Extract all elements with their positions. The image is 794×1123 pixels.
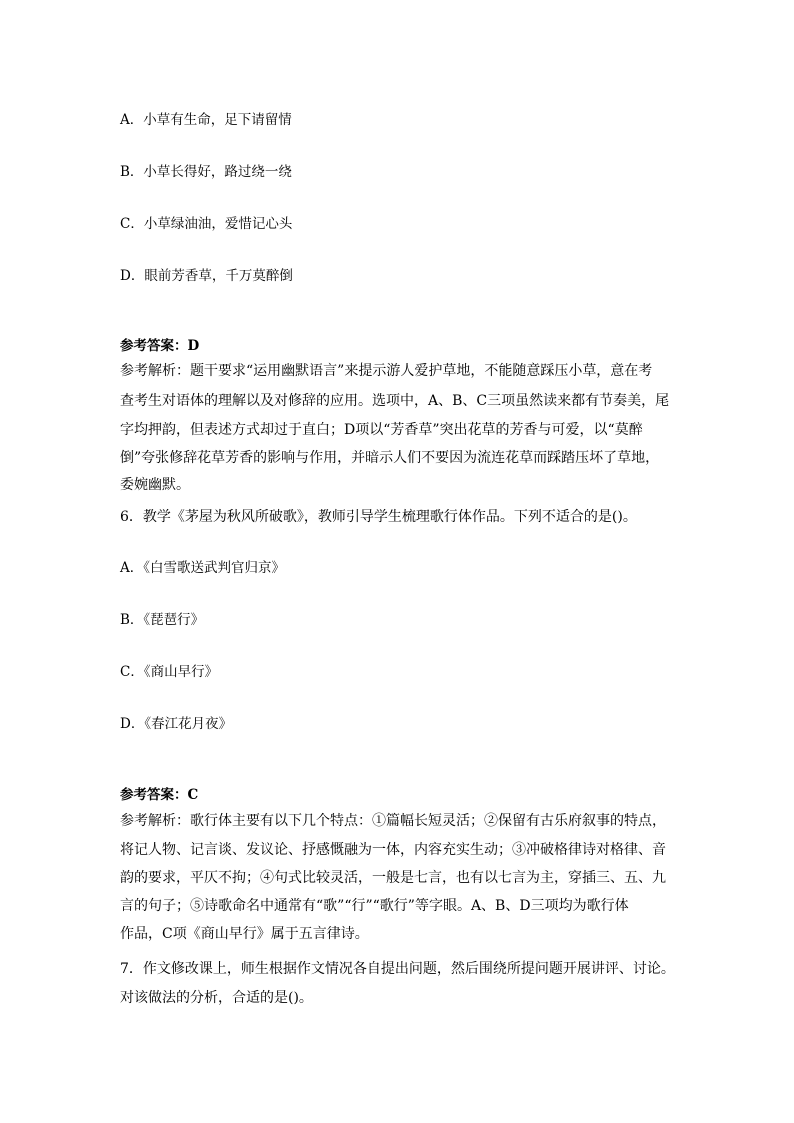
q6-analysis-line: 将记人物、记言谈、发议论、抒感慨融为一体，内容充实生动；③冲破格律诗对格律、音 — [120, 842, 666, 858]
q5-analysis-line: 委婉幽默。 — [120, 477, 190, 493]
q6-analysis-line: 韵的要求，平仄不拘；④句式比较灵活，一般是七言，也有以七言为主，穿插三、五、九 — [120, 870, 666, 886]
q6-answer: 参考答案：C — [120, 787, 199, 803]
q5-answer: 参考答案：D — [120, 338, 200, 354]
q5-analysis-line: 倒”夸张修辞花草芳香的影响与作用，并暗示人们不要因为流连花草而踩踏压坏了草地， — [120, 450, 660, 466]
q6-analysis-line: 参考解析：歌行体主要有以下几个特点：①篇幅长短灵活；②保留有古乐府叙事的特点， — [120, 813, 666, 829]
q5-option-c: C．小草绿油油，爱惜记心头 — [120, 216, 293, 232]
q6-option-b: B．《琵琶行》 — [120, 612, 205, 628]
q5-option-d: D．眼前芳香草，千万莫醉倒 — [120, 268, 293, 284]
q5-option-b: B．小草长得好，路过绕一绕 — [120, 164, 292, 180]
q7-stem-line: 对该做法的分析，合适的是()。 — [120, 990, 313, 1006]
q7-stem-line: 7．作文修改课上，师生根据作文情况各自提出问题，然后围绕所提问题开展讲评、讨论。 — [120, 961, 675, 977]
q6-analysis-line: 作品，C项《商山早行》属于五言律诗。 — [120, 926, 369, 942]
q6-option-d: D．《春江花月夜》 — [120, 716, 233, 732]
q5-analysis-line: 参考解析：题干要求“运用幽默语言”来提示游人爱护草地，不能随意踩压小草，意在考 — [120, 363, 653, 379]
q5-option-a: A．小草有生命，足下请留情 — [120, 112, 292, 128]
q6-stem: 6．教学《茅屋为秋风所破歌》，教师引导学生梳理歌行体作品。下列不适合的是()。 — [120, 509, 637, 525]
q5-analysis-line: 字均押韵，但表述方式却过于直白；D项以“芳香草”突出花草的芳香与可爱，以“莫醉 — [120, 422, 643, 438]
q6-option-a: A．《白雪歌送武判官归京》 — [120, 560, 285, 576]
q5-analysis-line: 查考生对语体的理解以及对修辞的应用。选项中，A、B、C三项虽然读来都有节奏美，尾 — [120, 393, 670, 409]
q6-analysis-line: 言的句子；⑤诗歌命名中通常有“歌”“行”“歌行”等字眼。A、B、D三项均为歌行体 — [120, 898, 629, 914]
q6-option-c: C．《商山早行》 — [120, 664, 219, 680]
